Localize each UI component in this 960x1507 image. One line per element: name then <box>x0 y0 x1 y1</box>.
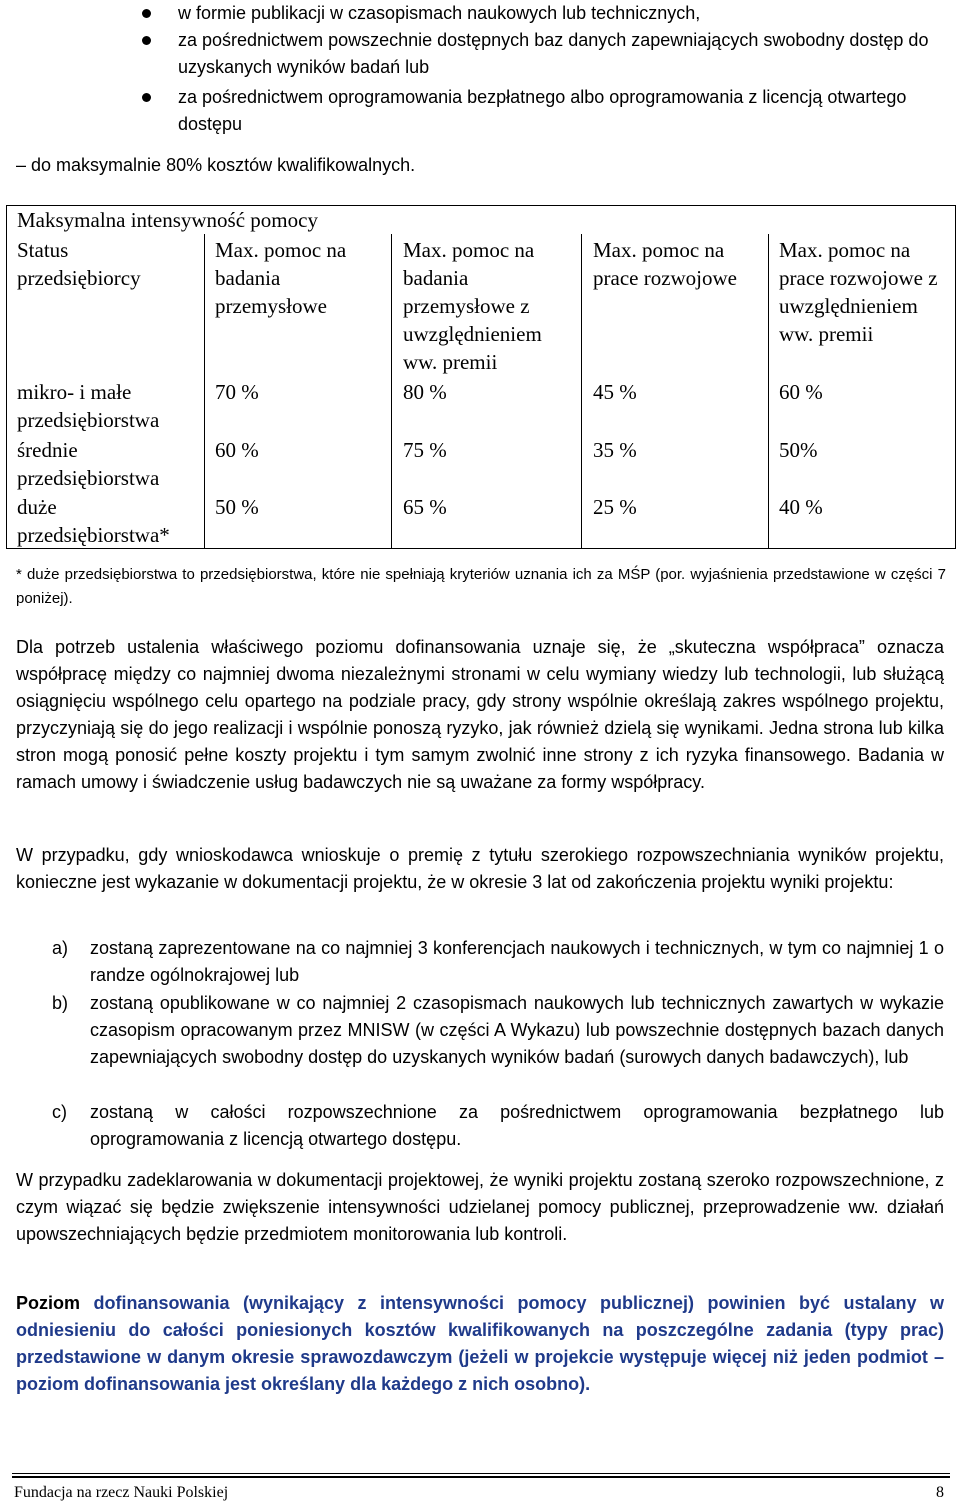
row-value: 60 % <box>779 380 823 404</box>
paragraph-cooperation: Dla potrzeb ustalenia właściwego poziomu dofinansowania uznaje się, że „skuteczna współpraca” oznacza współpracę między co najmniej dwoma niezależnymi stronami w celu wymiany wiedzy lub technologii, lub służącą osiągnięciu wspólnego celu opartego na podziale pracy, gdy strony wspólnie określają zakres wspólnego projektu, przyczyniają się do jego realizacji i wspólnie ponoszą ryzyko, jak również dzielą się wynikami. Jedna strona lub kilka stron mogą ponosić pełne koszty projektu i tym samym zwolnić inne strony z ich ryzyka finansowego. Badania w ramach umowy i świadczenie usług badawczych nie są uważane za formy współpracy. <box>16 637 944 792</box>
row-value: 50% <box>779 438 818 462</box>
table-divider <box>204 234 205 549</box>
row-value: 60 % <box>215 438 259 462</box>
footer-rule <box>12 1473 950 1474</box>
list-marker: b) <box>52 993 69 1013</box>
bullet-item <box>178 84 948 138</box>
bold-first-word: Poziom <box>16 1293 81 1313</box>
list-item <box>52 1099 944 1153</box>
row-status: mikro- i małe przedsiębiorstwa <box>17 380 160 432</box>
dash-line: – do maksymalnie 80% kosztów kwalifikowalnych. <box>16 155 416 175</box>
list-marker: a) <box>52 938 69 958</box>
list-marker: c) <box>52 1102 67 1122</box>
row-value: 75 % <box>403 438 447 462</box>
bullet-text: za pośrednictwem powszechnie dostępnych baz danych zapewniających swobodny dostęp do uzyskanych wyników badań lub <box>178 30 929 77</box>
header-industrial-research: Max. pomoc na badania przemysłowe <box>215 238 347 318</box>
row-value: 70 % <box>215 380 259 404</box>
bullet-dot-icon <box>142 36 151 45</box>
row-value: 80 % <box>403 380 447 404</box>
list-text: zostaną zaprezentowane na co najmniej 3 konferencjach naukowych i technicznych, w tym co najmniej 1 o randze ogólnokrajowej lub <box>90 938 944 985</box>
bullet-dot-icon <box>142 9 151 18</box>
bold-rest-text: dofinansowania (wynikający z intensywności pomocy publicznej) powinien być ustalany w odniesieniu do całości poniesionych kosztów kwalifikowanych na poszczególne zadania (typy prac) przedstawione w danym okresie sprawozdawczym (jeżeli w projekcie występuje więcej niż jeden podmiot – poziom dofinansowania jest określany dla każdego z nich osobno). <box>16 1293 944 1394</box>
list-text: zostaną w całości rozpowszechnione za pośrednictwem oprogramowania bezpłatnego lub oprogramowania z licencją otwartego dostępu. <box>90 1102 944 1149</box>
list-text: zostaną opublikowane w co najmniej 2 czasopismach naukowych lub technicznych zawartych w wykazie czasopism opracowanym przez MNISW (w części A Wykazu) lub powszechnie dostępnych bazach danych zapewniających swobodny dostęp do uzyskanych wyników badań (surowych danych badawczych), lub <box>90 993 944 1067</box>
bullet-item <box>178 0 948 27</box>
row-value: 50 % <box>215 495 259 519</box>
footer-page-number: 8 <box>936 1484 944 1501</box>
row-value: 65 % <box>403 495 447 519</box>
row-value: 40 % <box>779 495 823 519</box>
paragraph-monitoring: W przypadku zadeklarowania w dokumentacji projektowej, że wyniki projektu zostaną szeroko rozpowszechnione, z czym wiązać się będzie zwiększenie intensywności udzielanej pomocy publicznej, przeprowadzenie ww. działań upowszechniających będzie przedmiotem monitorowania lub kontroli. <box>16 1170 944 1244</box>
header-development: Max. pomoc na prace rozwojowe <box>593 238 738 290</box>
footer-rule <box>12 1476 950 1478</box>
paragraph-bonus: W przypadku, gdy wnioskodawca wnioskuje o premię z tytułu szerokiego rozpowszechniania wyników projektu, konieczne jest wykazanie w dokumentacji projektu, że w okresie 3 lat od zakończenia projektu wyniki projektu: <box>16 845 944 892</box>
header-development-bonus: Max. pomoc na prace rozwojowe z uwzględnieniem ww. premii <box>779 238 938 346</box>
bullet-item <box>178 27 948 81</box>
row-value: 45 % <box>593 380 637 404</box>
table-divider <box>581 234 582 549</box>
bullet-text: w formie publikacji w czasopismach naukowych lub technicznych, <box>178 3 701 23</box>
header-industrial-research-bonus: Max. pomoc na badania przemysłowe z uwzględnieniem ww. premii <box>403 238 542 374</box>
row-status: średnie przedsiębiorstwa <box>17 438 160 490</box>
aid-intensity-table <box>6 205 956 549</box>
table-title: Maksymalna intensywność pomocy <box>17 208 318 232</box>
row-value: 25 % <box>593 495 637 519</box>
list-item <box>52 935 944 989</box>
bullet-dot-icon <box>142 93 151 102</box>
footer-organization: Fundacja na rzecz Nauki Polskiej <box>14 1484 229 1501</box>
table-footnote: * duże przedsiębiorstwa to przedsiębiorstwa, które nie spełniają kryteriów uznania ich za MŚP (por. wyjaśnienia przedstawione w części 7 poniżej). <box>16 566 946 607</box>
paragraph-funding-level <box>16 1290 944 1398</box>
row-value: 35 % <box>593 438 637 462</box>
table-divider <box>768 234 769 549</box>
list-item <box>52 990 944 1071</box>
table-divider <box>391 234 392 549</box>
bullet-text: za pośrednictwem oprogramowania bezpłatnego albo oprogramowania z licencją otwartego dostępu <box>178 87 907 134</box>
header-status: Status przedsiębiorcy <box>17 238 141 290</box>
row-status: duże przedsiębiorstwa* <box>17 495 170 547</box>
